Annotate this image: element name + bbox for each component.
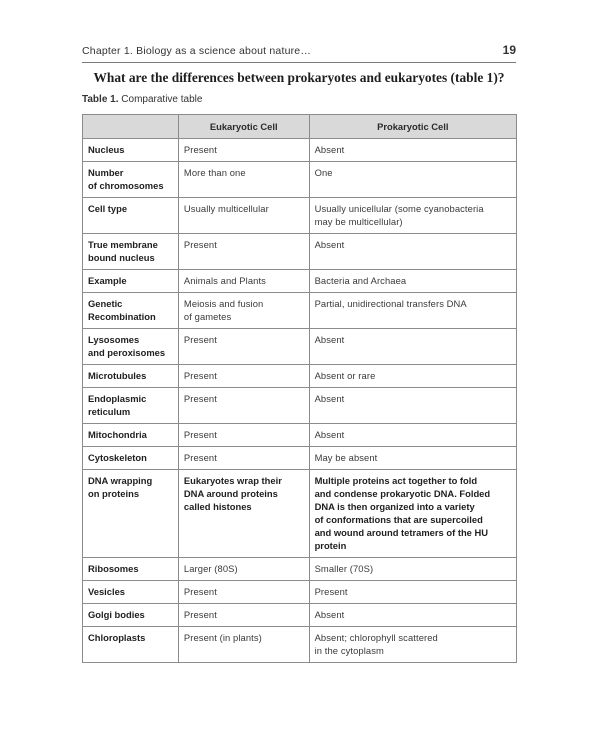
row-prokaryotic-cell: Absent [309, 388, 516, 424]
table-row [83, 365, 517, 388]
row-prokaryotic-cell: Multiple proteins act together to fold and condense prokaryotic DNA. Folded DNA is then organized into a variety of conformations that are supercoiled and wound around tetramers of the HU protein [309, 470, 516, 558]
row-feature-cell: Mitochondria [83, 424, 179, 447]
row-feature-cell: Cytoskeleton [83, 447, 179, 470]
table-caption-text: Comparative table [121, 94, 203, 105]
table-row [83, 558, 517, 581]
table-row [83, 198, 517, 234]
row-feature-cell: Example [83, 270, 179, 293]
row-feature-cell: Number of chromosomes [83, 162, 179, 198]
row-eukaryotic-cell: Eukaryotes wrap their DNA around proteins called histones [178, 470, 309, 558]
row-eukaryotic-cell: Present [178, 604, 309, 627]
row-eukaryotic-cell: Animals and Plants [178, 270, 309, 293]
row-feature-cell: Nucleus [83, 139, 179, 162]
row-feature-cell: Golgi bodies [83, 604, 179, 627]
row-eukaryotic-cell: Present [178, 234, 309, 270]
row-eukaryotic-cell: More than one [178, 162, 309, 198]
table-row [83, 388, 517, 424]
row-eukaryotic-cell: Present [178, 581, 309, 604]
header-cell-prokaryotic: Prokaryotic Cell [309, 115, 516, 139]
row-prokaryotic-cell: Usually unicellular (some cyanobacteria may be multicellular) [309, 198, 516, 234]
row-eukaryotic-cell: Present (in plants) [178, 627, 309, 663]
row-prokaryotic-cell: May be absent [309, 447, 516, 470]
table-row [83, 139, 517, 162]
table-row [83, 627, 517, 663]
row-prokaryotic-cell: Partial, unidirectional transfers DNA [309, 293, 516, 329]
header-cell-eukaryotic: Eukaryotic Cell [178, 115, 309, 139]
row-eukaryotic-cell: Present [178, 139, 309, 162]
row-prokaryotic-cell: Absent [309, 329, 516, 365]
table-caption-label: Table 1. [82, 94, 119, 105]
row-eukaryotic-cell: Present [178, 447, 309, 470]
row-eukaryotic-cell: Meiosis and fusion of gametes [178, 293, 309, 329]
page-header [82, 42, 516, 63]
table-header-row [83, 115, 517, 139]
section-question: What are the differences between prokaryotes and eukaryotes (table 1)? [93, 70, 505, 85]
row-prokaryotic-cell: Absent [309, 604, 516, 627]
row-prokaryotic-cell: Bacteria and Archaea [309, 270, 516, 293]
row-eukaryotic-cell: Present [178, 365, 309, 388]
page-number: 19 [502, 43, 516, 57]
row-prokaryotic-cell: Absent or rare [309, 365, 516, 388]
row-prokaryotic-cell: Absent [309, 139, 516, 162]
row-feature-cell: Endoplasmic reticulum [83, 388, 179, 424]
row-feature-cell: Vesicles [83, 581, 179, 604]
row-eukaryotic-cell: Present [178, 424, 309, 447]
row-feature-cell: Genetic Recombination [83, 293, 179, 329]
comparison-table [82, 114, 517, 663]
row-eukaryotic-cell: Present [178, 329, 309, 365]
table-row [83, 581, 517, 604]
row-prokaryotic-cell: Absent; chlorophyll scattered in the cytoplasm [309, 627, 516, 663]
header-cell-feature [83, 115, 179, 139]
table-row [83, 162, 517, 198]
row-feature-cell: Microtubules [83, 365, 179, 388]
table-row [83, 329, 517, 365]
row-prokaryotic-cell: Absent [309, 234, 516, 270]
row-prokaryotic-cell: Present [309, 581, 516, 604]
table-row [83, 470, 517, 558]
row-feature-cell: DNA wrapping on proteins [83, 470, 179, 558]
table-row [83, 424, 517, 447]
row-feature-cell: True membrane bound nucleus [83, 234, 179, 270]
table-row [83, 234, 517, 270]
row-eukaryotic-cell: Usually multicellular [178, 198, 309, 234]
table-row [83, 604, 517, 627]
row-feature-cell: Chloroplasts [83, 627, 179, 663]
row-prokaryotic-cell: One [309, 162, 516, 198]
row-feature-cell: Cell type [83, 198, 179, 234]
table-caption [82, 94, 202, 105]
row-feature-cell: Ribosomes [83, 558, 179, 581]
row-eukaryotic-cell: Larger (80S) [178, 558, 309, 581]
table-row [83, 447, 517, 470]
row-prokaryotic-cell: Smaller (70S) [309, 558, 516, 581]
table-row [83, 270, 517, 293]
table-row [83, 293, 517, 329]
row-prokaryotic-cell: Absent [309, 424, 516, 447]
chapter-title: Chapter 1. Biology as a science about nature… [82, 45, 312, 57]
row-feature-cell: Lysosomes and peroxisomes [83, 329, 179, 365]
row-eukaryotic-cell: Present [178, 388, 309, 424]
